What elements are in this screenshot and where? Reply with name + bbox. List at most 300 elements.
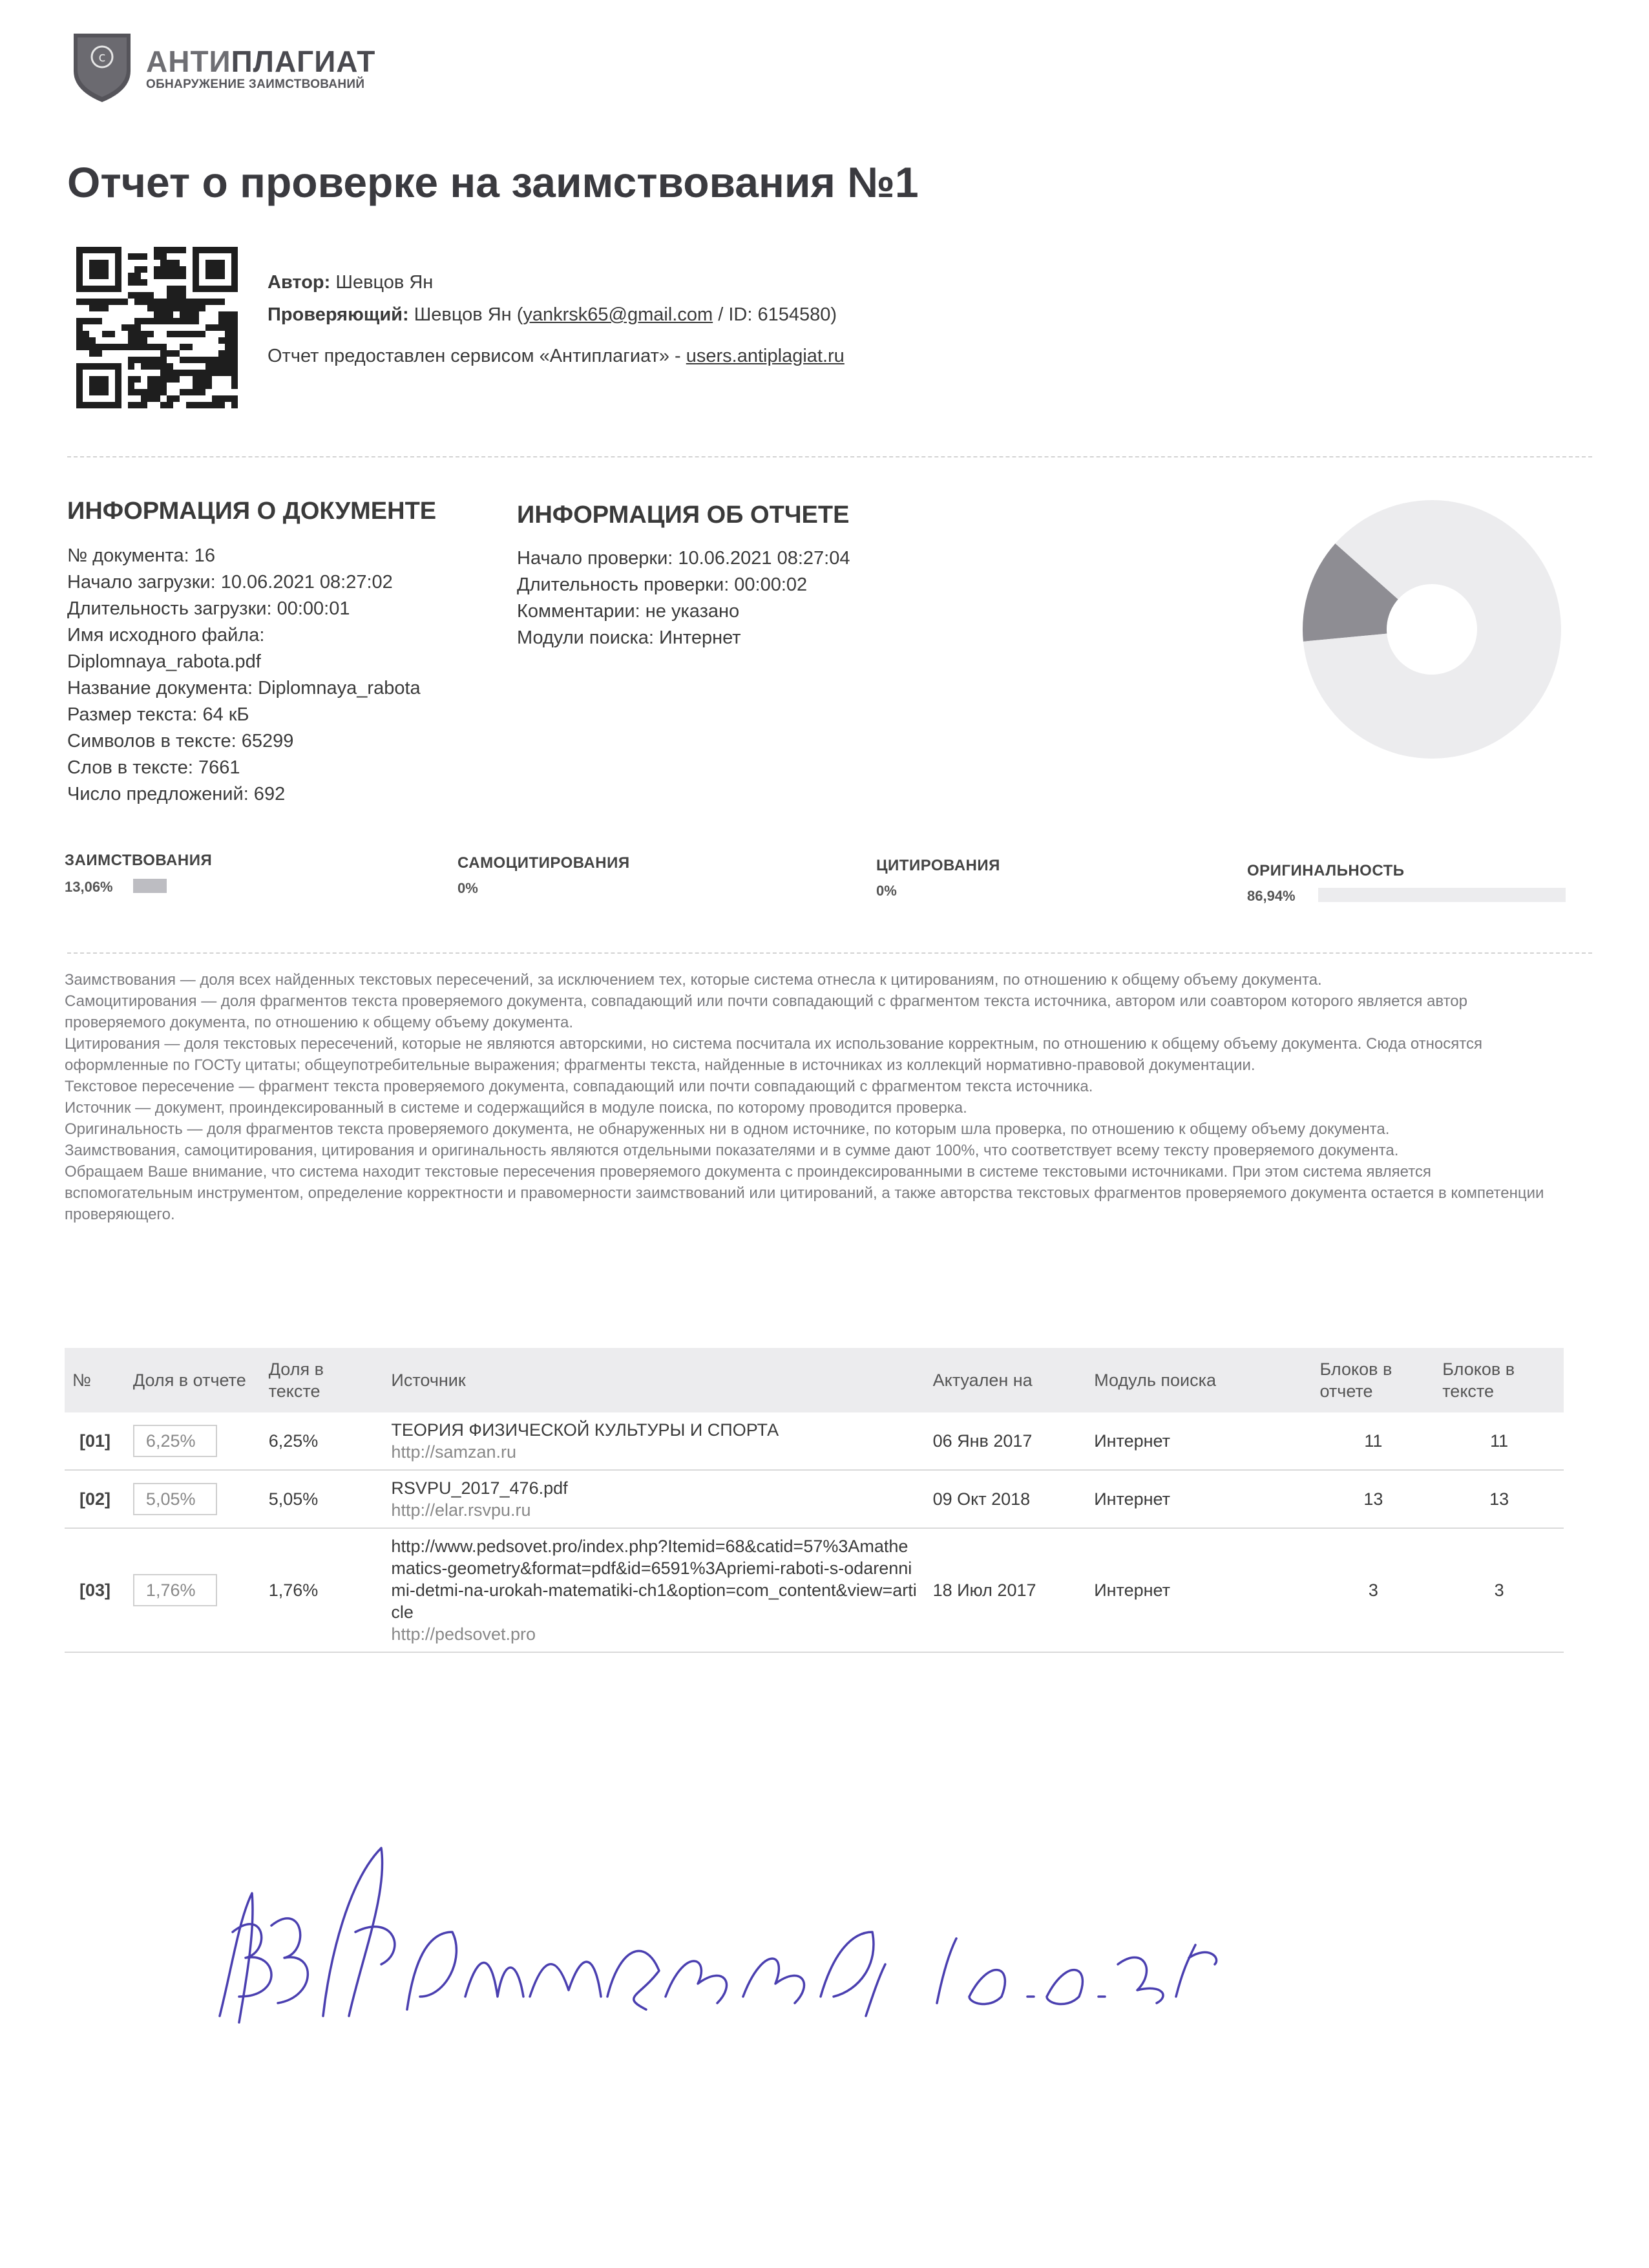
source-cell	[383, 1528, 925, 1652]
qr-module	[180, 247, 186, 253]
qr-module	[173, 318, 180, 324]
qr-module	[180, 266, 186, 273]
qr-module	[225, 370, 231, 376]
qr-module	[186, 389, 193, 395]
qr-module	[128, 292, 134, 299]
qr-module	[167, 350, 173, 357]
qr-module	[193, 286, 199, 292]
qr-module	[76, 331, 83, 337]
svg-text:c: c	[98, 49, 106, 65]
qr-module	[212, 273, 218, 279]
qr-module	[218, 299, 225, 305]
qr-module	[218, 311, 225, 318]
qr-module	[76, 279, 83, 286]
qr-module	[231, 350, 238, 357]
qr-module	[193, 376, 199, 383]
qr-module	[89, 305, 96, 311]
actual-date-cell: 09 Окт 2018	[925, 1470, 1087, 1528]
qr-module	[212, 402, 218, 408]
qr-module	[128, 324, 134, 331]
doc-info-list	[67, 543, 421, 808]
qr-module	[128, 253, 134, 260]
qr-module	[102, 266, 109, 273]
doc-info-line: № документа: 16	[67, 545, 215, 566]
qr-module	[76, 363, 83, 370]
doc-info-line: Размер текста: 64 кБ	[67, 704, 249, 725]
share-report-box[interactable]: 1,76%	[133, 1574, 217, 1606]
qr-module	[128, 331, 134, 337]
col-header-share-report: Доля в отчете	[125, 1348, 261, 1412]
source-url[interactable]: http://samzan.ru	[391, 1442, 517, 1462]
qr-module	[218, 260, 225, 266]
actual-date-cell: 18 Июл 2017	[925, 1528, 1087, 1652]
logo-name	[146, 44, 375, 79]
qr-module	[121, 344, 128, 350]
qr-module	[154, 247, 160, 253]
qr-module	[167, 363, 173, 370]
qr-module	[199, 389, 205, 395]
checker-id: / ID: 6154580)	[713, 304, 837, 325]
qr-module	[76, 376, 83, 383]
qr-module	[89, 389, 96, 395]
qr-module	[147, 389, 154, 395]
col-header-source: Источник	[383, 1348, 925, 1412]
source-url[interactable]: http://elar.rsvpu.ru	[391, 1500, 531, 1520]
qr-module	[96, 299, 102, 305]
table-header-row	[65, 1348, 1564, 1412]
checker-email-link[interactable]: yankrsk65@gmail.com	[523, 304, 713, 325]
qr-module	[89, 350, 96, 357]
qr-module	[154, 273, 160, 279]
qr-module	[173, 370, 180, 376]
handwritten-signature	[194, 1803, 1228, 2061]
metric-label-originality: ОРИГИНАЛЬНОСТЬ	[1247, 862, 1405, 879]
metric-label-selfcite: САМОЦИТИРОВАНИЯ	[457, 854, 630, 872]
qr-module	[225, 311, 231, 318]
qr-module	[225, 337, 231, 344]
qr-module	[154, 383, 160, 389]
qr-module	[180, 292, 186, 299]
qr-module	[218, 357, 225, 363]
qr-module	[218, 247, 225, 253]
qr-module	[205, 266, 212, 273]
qr-module	[180, 357, 186, 363]
qr-module	[134, 299, 141, 305]
qr-module	[205, 370, 212, 376]
qr-module	[193, 305, 199, 311]
qr-module	[141, 402, 147, 408]
qr-module	[160, 370, 167, 376]
qr-module	[141, 337, 147, 344]
source-title[interactable]: ТЕОРИЯ ФИЗИЧЕСКОЙ КУЛЬТУРЫ И СПОРТА	[391, 1420, 779, 1440]
qr-module	[102, 344, 109, 350]
qr-module	[205, 247, 212, 253]
col-header-share-text: Доля в тексте	[261, 1348, 384, 1412]
qr-module	[160, 318, 167, 324]
qr-module	[167, 311, 173, 318]
qr-module	[193, 266, 199, 273]
qr-module	[212, 247, 218, 253]
metric-bar-borrow	[133, 879, 167, 893]
qr-module	[180, 370, 186, 376]
qr-module	[225, 331, 231, 337]
qr-module	[186, 311, 193, 318]
metric-value-originality: 86,94%	[1247, 888, 1296, 904]
qr-module	[160, 266, 167, 273]
qr-module	[128, 273, 134, 279]
qr-module	[76, 383, 83, 389]
qr-module	[89, 273, 96, 279]
note-paragraph: Текстовое пересечение — фрагмент текста проверяемого документа, совпадающий или почти совпадающий с фрагментом текста источника.	[65, 1078, 1093, 1095]
logo-name-part1: АНТИ	[146, 45, 231, 78]
qr-module	[115, 344, 121, 350]
qr-module	[193, 318, 199, 324]
share-report-box[interactable]: 5,05%	[133, 1483, 217, 1515]
blocks-text-cell: 3	[1434, 1528, 1564, 1652]
qr-module	[154, 363, 160, 370]
qr-module	[167, 318, 173, 324]
metric-label-borrow: ЗАИМСТВОВАНИЯ	[65, 852, 213, 869]
qr-module	[141, 279, 147, 286]
qr-module	[199, 376, 205, 383]
qr-module	[173, 247, 180, 253]
qr-module	[199, 299, 205, 305]
qr-module	[167, 273, 173, 279]
source-url[interactable]: http://pedsovet.pro	[391, 1624, 536, 1644]
qr-module	[96, 273, 102, 279]
qr-module	[147, 357, 154, 363]
table-row[interactable]	[65, 1470, 1564, 1528]
qr-module	[160, 273, 167, 279]
qr-module	[83, 247, 89, 253]
col-header-num: №	[65, 1348, 125, 1412]
qr-module	[218, 363, 225, 370]
qr-module	[160, 311, 167, 318]
doc-info-line: Символов в тексте: 65299	[67, 731, 294, 751]
qr-module	[134, 376, 141, 383]
qr-module	[109, 247, 115, 253]
qr-module	[134, 324, 141, 331]
qr-module	[147, 376, 154, 383]
checker-name: Шевцов Ян (	[414, 304, 523, 325]
qr-module	[173, 299, 180, 305]
qr-module	[186, 318, 193, 324]
qr-module	[115, 376, 121, 383]
qr-module	[147, 344, 154, 350]
qr-module	[89, 266, 96, 273]
qr-module	[231, 344, 238, 350]
qr-module	[96, 344, 102, 350]
qr-module	[154, 318, 160, 324]
col-header-blocks-text: Блоков в тексте	[1434, 1348, 1564, 1412]
qr-module	[231, 253, 238, 260]
qr-module	[89, 383, 96, 389]
qr-module	[109, 344, 115, 350]
qr-module	[167, 247, 173, 253]
qr-module	[193, 273, 199, 279]
qr-module	[225, 344, 231, 350]
qr-module	[160, 253, 167, 260]
blocks-text-cell: 13	[1434, 1470, 1564, 1528]
qr-module	[186, 402, 193, 408]
table-row[interactable]	[65, 1528, 1564, 1652]
qr-module	[96, 389, 102, 395]
share-text-cell: 1,76%	[261, 1528, 384, 1652]
qr-module	[83, 318, 89, 324]
qr-module	[167, 305, 173, 311]
qr-module	[160, 247, 167, 253]
qr-module	[180, 311, 186, 318]
qr-module	[76, 253, 83, 260]
qr-module	[218, 337, 225, 344]
qr-module	[218, 350, 225, 357]
qr-module	[115, 273, 121, 279]
qr-module	[218, 402, 225, 408]
qr-module	[134, 402, 141, 408]
qr-module	[199, 247, 205, 253]
qr-module	[89, 286, 96, 292]
qr-module	[218, 324, 225, 331]
qr-module	[212, 299, 218, 305]
qr-module	[102, 299, 109, 305]
author-value: Шевцов Ян	[335, 272, 434, 293]
qr-module	[76, 389, 83, 395]
qr-module	[154, 305, 160, 311]
qr-module	[109, 299, 115, 305]
qr-module	[89, 402, 96, 408]
row-number: [03]	[65, 1528, 125, 1652]
qr-module	[134, 292, 141, 299]
qr-module	[205, 357, 212, 363]
qr-module	[167, 370, 173, 376]
qr-module	[154, 266, 160, 273]
sources-table	[65, 1348, 1564, 1653]
qr-module	[225, 318, 231, 324]
qr-module	[109, 363, 115, 370]
qr-module	[102, 376, 109, 383]
qr-module	[115, 395, 121, 402]
qr-module	[231, 363, 238, 370]
qr-module	[218, 318, 225, 324]
qr-module	[83, 299, 89, 305]
qr-module	[134, 389, 141, 395]
qr-module	[147, 299, 154, 305]
report-info-line: Начало проверки: 10.06.2021 08:27:04	[517, 548, 850, 569]
table-row[interactable]	[65, 1412, 1564, 1470]
source-title[interactable]: http://www.pedsovet.pro/index.php?Itemid=68&catid=57%3Amathematics-geometry&format=pdf&id=6591%3Apriemi-raboti-s-odarennimi-detmi-na-urokah-matematiki-ch1&option=com_content&view=article	[391, 1537, 917, 1622]
donut-hole	[1400, 597, 1464, 662]
qr-module	[83, 402, 89, 408]
qr-module	[167, 376, 173, 383]
divider-top	[67, 456, 1592, 457]
row-number: [02]	[65, 1470, 125, 1528]
qr-module	[128, 357, 134, 363]
qr-module	[96, 305, 102, 311]
actual-date-cell: 06 Янв 2017	[925, 1412, 1087, 1470]
qr-module	[109, 286, 115, 292]
qr-module	[83, 286, 89, 292]
qr-module	[180, 273, 186, 279]
qr-module	[212, 395, 218, 402]
qr-module	[167, 331, 173, 337]
qr-module	[186, 370, 193, 376]
qr-module	[231, 266, 238, 273]
qr-module	[115, 279, 121, 286]
qr-module	[128, 279, 134, 286]
qr-module	[141, 266, 147, 273]
qr-module	[160, 305, 167, 311]
qr-module	[186, 344, 193, 350]
qr-module	[180, 286, 186, 292]
qr-module	[160, 260, 167, 266]
service-text: Отчет предоставлен сервисом «Антиплагиат» -	[268, 346, 686, 366]
note-paragraph: Источник — документ, проиндексированный в системе и содержащийся в модуле поиска, по которому проводится проверка.	[65, 1099, 967, 1117]
qr-module	[167, 395, 173, 402]
qr-module	[102, 273, 109, 279]
qr-module	[96, 266, 102, 273]
qr-module	[109, 402, 115, 408]
qr-module	[83, 363, 89, 370]
qr-module	[231, 370, 238, 376]
qr-module	[160, 350, 167, 357]
qr-module	[231, 395, 238, 402]
shield-logo-icon	[70, 31, 134, 103]
blocks-text-cell: 11	[1434, 1412, 1564, 1470]
qr-module	[76, 344, 83, 350]
qr-module	[128, 389, 134, 395]
qr-module	[205, 286, 212, 292]
qr-module	[141, 299, 147, 305]
qr-module	[102, 383, 109, 389]
qr-module	[128, 363, 134, 370]
qr-module	[115, 260, 121, 266]
qr-module	[128, 344, 134, 350]
checker-label: Проверяющий:	[268, 304, 409, 325]
qr-module	[102, 331, 109, 337]
blocks-report-cell: 13	[1312, 1470, 1435, 1528]
qr-module	[199, 370, 205, 376]
qr-module	[212, 260, 218, 266]
qr-module	[193, 260, 199, 266]
source-cell	[383, 1412, 925, 1470]
qr-module	[225, 350, 231, 357]
qr-module	[180, 344, 186, 350]
doc-info-line: Diplomnaya_rabota.pdf	[67, 651, 261, 672]
metric-value-borrow: 13,06%	[65, 879, 113, 895]
qr-module	[89, 344, 96, 350]
report-info-heading: ИНФОРМАЦИЯ ОБ ОТЧЕТЕ	[517, 501, 850, 529]
qr-module	[199, 357, 205, 363]
doc-info-heading: ИНФОРМАЦИЯ О ДОКУМЕНТЕ	[67, 498, 437, 525]
qr-module	[186, 331, 193, 337]
qr-module	[231, 337, 238, 344]
qr-module	[154, 395, 160, 402]
qr-module	[96, 318, 102, 324]
qr-module	[193, 389, 199, 395]
metric-value-cite: 0%	[876, 883, 897, 899]
source-title[interactable]: RSVPU_2017_476.pdf	[391, 1478, 568, 1498]
qr-module	[76, 266, 83, 273]
qr-module	[76, 299, 83, 305]
qr-module	[218, 395, 225, 402]
qr-module	[76, 402, 83, 408]
doc-info-line: Начало загрузки: 10.06.2021 08:27:02	[67, 572, 393, 593]
qr-module	[231, 376, 238, 383]
qr-module	[231, 383, 238, 389]
qr-module	[231, 286, 238, 292]
qr-module	[205, 376, 212, 383]
report-meta	[268, 266, 845, 372]
qr-module	[109, 331, 115, 337]
qr-module	[218, 273, 225, 279]
qr-module	[205, 299, 212, 305]
qr-module	[96, 350, 102, 357]
qr-module	[167, 260, 173, 266]
qr-module	[115, 383, 121, 389]
qr-module	[89, 318, 96, 324]
checker-line	[268, 299, 845, 331]
qr-module	[141, 344, 147, 350]
qr-module	[76, 324, 83, 331]
qr-module	[173, 266, 180, 273]
qr-module	[231, 402, 238, 408]
qr-module	[147, 363, 154, 370]
qr-module	[134, 279, 141, 286]
share-report-box[interactable]: 6,25%	[133, 1425, 217, 1457]
qr-module	[231, 324, 238, 331]
qr-module	[102, 402, 109, 408]
qr-module	[76, 286, 83, 292]
qr-module	[173, 376, 180, 383]
qr-module	[231, 318, 238, 324]
qr-module	[231, 331, 238, 337]
col-header-blocks-report: Блоков в отчете	[1312, 1348, 1435, 1412]
qr-module	[160, 299, 167, 305]
doc-info-line: Число предложений: 692	[67, 784, 286, 804]
qr-module	[102, 247, 109, 253]
qr-module	[231, 357, 238, 363]
qr-module	[160, 363, 167, 370]
qr-module	[154, 253, 160, 260]
metric-label-cite: ЦИТИРОВАНИЯ	[876, 857, 1000, 874]
qr-module	[96, 376, 102, 383]
report-info-line: Длительность проверки: 00:00:02	[517, 574, 808, 595]
qr-module	[199, 383, 205, 389]
qr-module	[205, 273, 212, 279]
qr-module	[89, 247, 96, 253]
qr-module	[212, 370, 218, 376]
qr-module	[154, 311, 160, 318]
qr-module	[134, 337, 141, 344]
qr-module	[115, 266, 121, 273]
qr-module	[102, 286, 109, 292]
qr-module	[193, 370, 199, 376]
qr-module	[160, 383, 167, 389]
qr-module	[141, 292, 147, 299]
qr-module	[96, 286, 102, 292]
module-cell: Интернет	[1086, 1528, 1312, 1652]
qr-module	[128, 337, 134, 344]
service-link[interactable]: users.antiplagiat.ru	[686, 346, 845, 366]
blocks-report-cell: 3	[1312, 1528, 1435, 1652]
qr-module	[231, 279, 238, 286]
qr-module	[225, 363, 231, 370]
qr-module	[147, 318, 154, 324]
qr-module	[199, 305, 205, 311]
note-paragraph: Заимствования — доля всех найденных текстовых пересечений, за исключением тех, которые система отнесла к цитированиям, по отношению к общему объему документа.	[65, 971, 1322, 989]
qr-module	[225, 357, 231, 363]
qr-module	[160, 402, 167, 408]
